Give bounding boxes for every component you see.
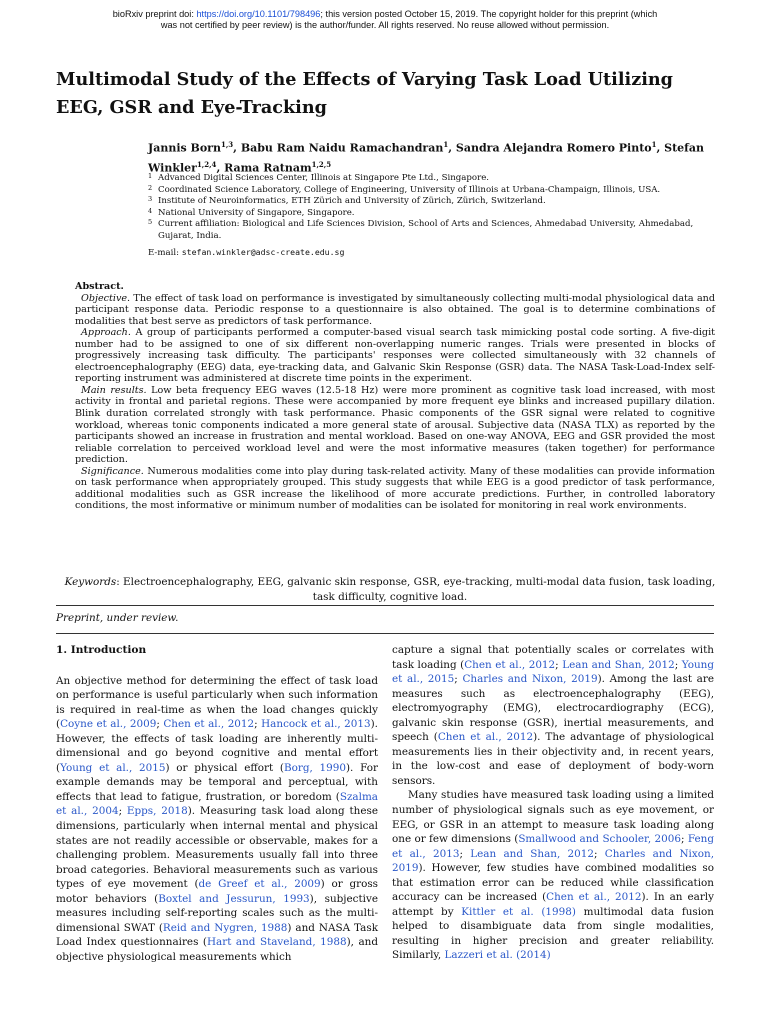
- citation-link[interactable]: Coyne et al., 2009: [60, 718, 157, 731]
- keywords-label: Keywords: [64, 576, 117, 588]
- body-text: ). Among the last are measures such as electroencephalography (EEG), electromyography (EMG), electrocardiography (ECG), galvanic skin response (GSR), inertial measurements, and speech (: [392, 673, 714, 744]
- banner-line-2: was not certified by peer review) is the author/funder. All rights reserved. No reuse allowed without permission.: [160, 19, 610, 30]
- abstract-approach: Approach. A group of participants performed a computer-based visual search task mimicking postal code sorting. A five-digit number had to be assigned to one of six different non-overlapping numeric ranges. Trials were presented in blocks of progressively increasing task difficulty. The participants' responses were collected simultaneously with 32 channels of electroencephalography (EEG) data, eye-tracking data, and Galvanic Skin Response (GSR) data. The NASA Task-Load-Index self-reporting instrument was administered at discrete time points in the experiment.: [75, 327, 715, 385]
- body-text: multimodal data fusion helped to disambiguate data from single modalities, resulting in higher precision and greater reliability. Similarly,: [392, 905, 714, 962]
- citation-link[interactable]: Feng et al., 2013: [392, 833, 715, 860]
- citation-link[interactable]: Young et al., 2015: [60, 761, 166, 774]
- citation-link[interactable]: Charles and Nixon, 2019: [462, 673, 598, 686]
- author-affil-marker: 1,2,4: [196, 159, 217, 169]
- author-name: , Rama Ratnam: [216, 161, 312, 175]
- citation-link[interactable]: Lean and Shan, 2012: [562, 658, 675, 671]
- citation-link[interactable]: Charles and Nixon, 2019: [392, 847, 714, 875]
- abstract-objective: Objective. The effect of task load on performance is investigated by simultaneously collecting multi-modal physiological data and participant response data. Periodic response to a questionnaire is also obtained. The goal is to determine combinations of modalities that best serve as predictors of task performance.: [75, 292, 715, 327]
- author-list: [148, 137, 733, 176]
- body-text: ). In an early attempt by: [392, 891, 714, 918]
- body-text: ), and objective physiological measurements which: [56, 936, 378, 963]
- body-text: ;: [459, 847, 471, 860]
- left-column: [56, 643, 378, 964]
- abstract: [75, 281, 715, 512]
- affiliations: [148, 173, 728, 259]
- citation-link[interactable]: Reid and Nygren, 1988: [162, 921, 288, 934]
- section-heading: 1. Introduction: [56, 644, 147, 656]
- citation-link[interactable]: Boxtel and Jessurun, 1993: [158, 892, 310, 905]
- author-name: , Sandra Alejandra Romero Pinto: [448, 141, 652, 155]
- body-text: ;: [118, 805, 127, 818]
- affiliation-item: 5 Current affiliation: Biological and Life Sciences Division, School of Arts and Sciences, Ahmedabad University, Ahmedabad, Gujarat, India.: [148, 218, 694, 241]
- contact-email: E-mail: stefan.winkler@adsc-create.edu.sg: [148, 246, 345, 258]
- body-text: ). For example demands may be temporal and perceptual, with effects that lead to fatigue, frustration, or boredom (: [56, 761, 378, 803]
- citation-link[interactable]: Lean and Shan, 2012: [470, 847, 594, 860]
- citation-link[interactable]: Lazzeri et al. (2014): [444, 949, 551, 962]
- citation-link[interactable]: Chen et al., 2012: [163, 718, 255, 731]
- body-text: ;: [681, 833, 688, 846]
- author-affil-marker: 1: [651, 140, 657, 149]
- biorxiv-banner: [0, 9, 770, 30]
- keywords: Keywords: Electroencephalography, EEG, galvanic skin response, GSR, eye-tracking, multi-modal data fusion, task loading, task difficulty, cognitive load.: [64, 576, 716, 603]
- citation-link[interactable]: Chen et al., 2012: [546, 891, 642, 904]
- body-text: ;: [454, 673, 463, 686]
- body-text: ) or gross motor behaviors (: [56, 878, 378, 905]
- affiliation-item: 4 National University of Singapore, Singapore.: [148, 206, 355, 218]
- banner-line-1: bioRxiv preprint doi: https://doi.org/10.1101/798496; this version posted October 15, 2019. The copyright holder for this preprint (which: [112, 9, 658, 19]
- doi-link[interactable]: https://doi.org/10.1101/798496: [196, 9, 321, 19]
- citation-link[interactable]: Kittler et al. (1998): [461, 905, 576, 918]
- author-name: , Babu Ram Naidu Ramachandran: [233, 141, 444, 155]
- intro-paragraph: [392, 788, 714, 963]
- citation-link[interactable]: Szalma et al., 2004: [56, 790, 378, 818]
- body-text: ). However, few studies have combined modalities so that estimation error can be reduced while classification accuracy can be increased (: [392, 862, 714, 904]
- author-affil-marker: 1: [443, 140, 449, 149]
- body-text: ;: [254, 718, 262, 731]
- body-text: ). The advantage of physiological measurements lies in their objectivity and, in recent years, in the low-cost and ease of deployment of body-worn sensors.: [392, 731, 714, 787]
- preprint-note: Preprint, under review.: [56, 612, 179, 624]
- body-text: ), subjective measures including self-reporting scales such as the multi-dimensional SWAT (: [56, 892, 379, 934]
- affiliation-item: 3 Institute of Neuroinformatics, ETH Zürich and University of Zürich, Zürich, Switzerland.: [148, 195, 546, 207]
- citation-link[interactable]: Borg, 1990: [283, 761, 346, 774]
- body-text: ) or physical effort (: [165, 761, 284, 774]
- citation-link[interactable]: Epps, 2018: [126, 805, 188, 818]
- intro-paragraph: [56, 674, 378, 965]
- body-text: ). Measuring task load along these dimensions, particularly when internal mental and physical states are not readily accessible or observable, makes for a challenging problem. Measurements usually fall into three broad categories. Behavioral measurements such as various types of eye movement (: [56, 805, 378, 891]
- divider: [56, 633, 714, 634]
- citation-link[interactable]: de Greef et al., 2009: [198, 878, 321, 891]
- abstract-heading: Abstract.: [75, 281, 124, 292]
- citation-link[interactable]: Hancock et al., 2013: [261, 718, 371, 731]
- abstract-results: Main results. Low beta frequency EEG waves (12.5-18 Hz) were more prominent as cognitive task load increased, with most activity in frontal and parietal regions. These were accompanied by more frequent eye blinks and increased pupillary dilation. Blink duration correlated strongly with task performance. Phasic components of the GSR signal were related to cognitive workload, whereas tonic components indicated a more general state of arousal. Subjective data (NASA TLX) as reported by the participants showed an increase in frustration and mental workload. Based on one-way ANOVA, EEG and GSR provided the most reliable correlation to perceived workload level and were the most informative measures (taken together) for performance prediction.: [75, 384, 715, 466]
- divider: [56, 605, 714, 606]
- author-name: , Stefan Winkler: [148, 141, 705, 175]
- body-text: ). However, the effects of task loading are inherently multi-dimensional and go beyond cognitive and mental effort (: [56, 718, 378, 774]
- paper-title: Multimodal Study of the Effects of Varying Task Load Utilizing EEG, GSR and Eye-Tracking: [56, 69, 673, 118]
- citation-link[interactable]: Chen et al., 2012: [437, 731, 534, 744]
- intro-paragraph: [392, 643, 714, 788]
- body-text: ) and NASA Task Load Index questionnaires (: [56, 921, 378, 949]
- body-text: ;: [156, 718, 164, 731]
- body-text: ;: [593, 847, 605, 860]
- right-column: [392, 643, 714, 963]
- author-affil-marker: 1,3: [220, 140, 234, 149]
- abstract-significance: Significance. Numerous modalities come into play during task-related activity. Many of these modalities can provide information on task performance when appropriately grouped. This study suggests that while EEG is a good predictor of task performance, additional modalities such as GSR increase the likelihood of more accurate predictions. Further, in controlled laboratory conditions, the most informative or minimum number of modalities can be isolated for monitoring in real work environments.: [75, 465, 715, 512]
- citation-link[interactable]: Chen et al., 2012: [464, 658, 556, 671]
- author-affil-marker: 1,2,5: [311, 159, 332, 169]
- email-address[interactable]: stefan.winkler@adsc-create.edu.sg: [181, 246, 345, 257]
- body-text: An objective method for determining the effect of task load on performance is useful particularly when such information is required in real-time as when the load changes quickly (: [56, 674, 378, 731]
- affiliation-item: 1 Advanced Digital Sciences Center, Illinois at Singapore Pte Ltd., Singapore.: [148, 172, 490, 183]
- body-text: ;: [674, 658, 682, 671]
- body-text: Many studies have measured task loading using a limited number of physiological signals such as eye movement, or EEG, or GSR in an attempt to measure task loading along one or few dimensions (: [392, 789, 714, 846]
- author-name: Jannis Born: [148, 141, 221, 155]
- citation-link[interactable]: Hart and Staveland, 1988: [206, 936, 347, 949]
- citation-link[interactable]: Young et al., 2015: [392, 658, 714, 686]
- body-text: ;: [555, 658, 563, 671]
- citation-link[interactable]: Smallwood and Schooler, 2006: [518, 833, 681, 846]
- affiliation-item: 2 Coordinated Science Laboratory, College of Engineering, University of Illinois at Urbana-Champaign, Illinois, USA.: [148, 183, 661, 195]
- body-text: capture a signal that potentially scales or correlates with task loading (: [392, 644, 714, 671]
